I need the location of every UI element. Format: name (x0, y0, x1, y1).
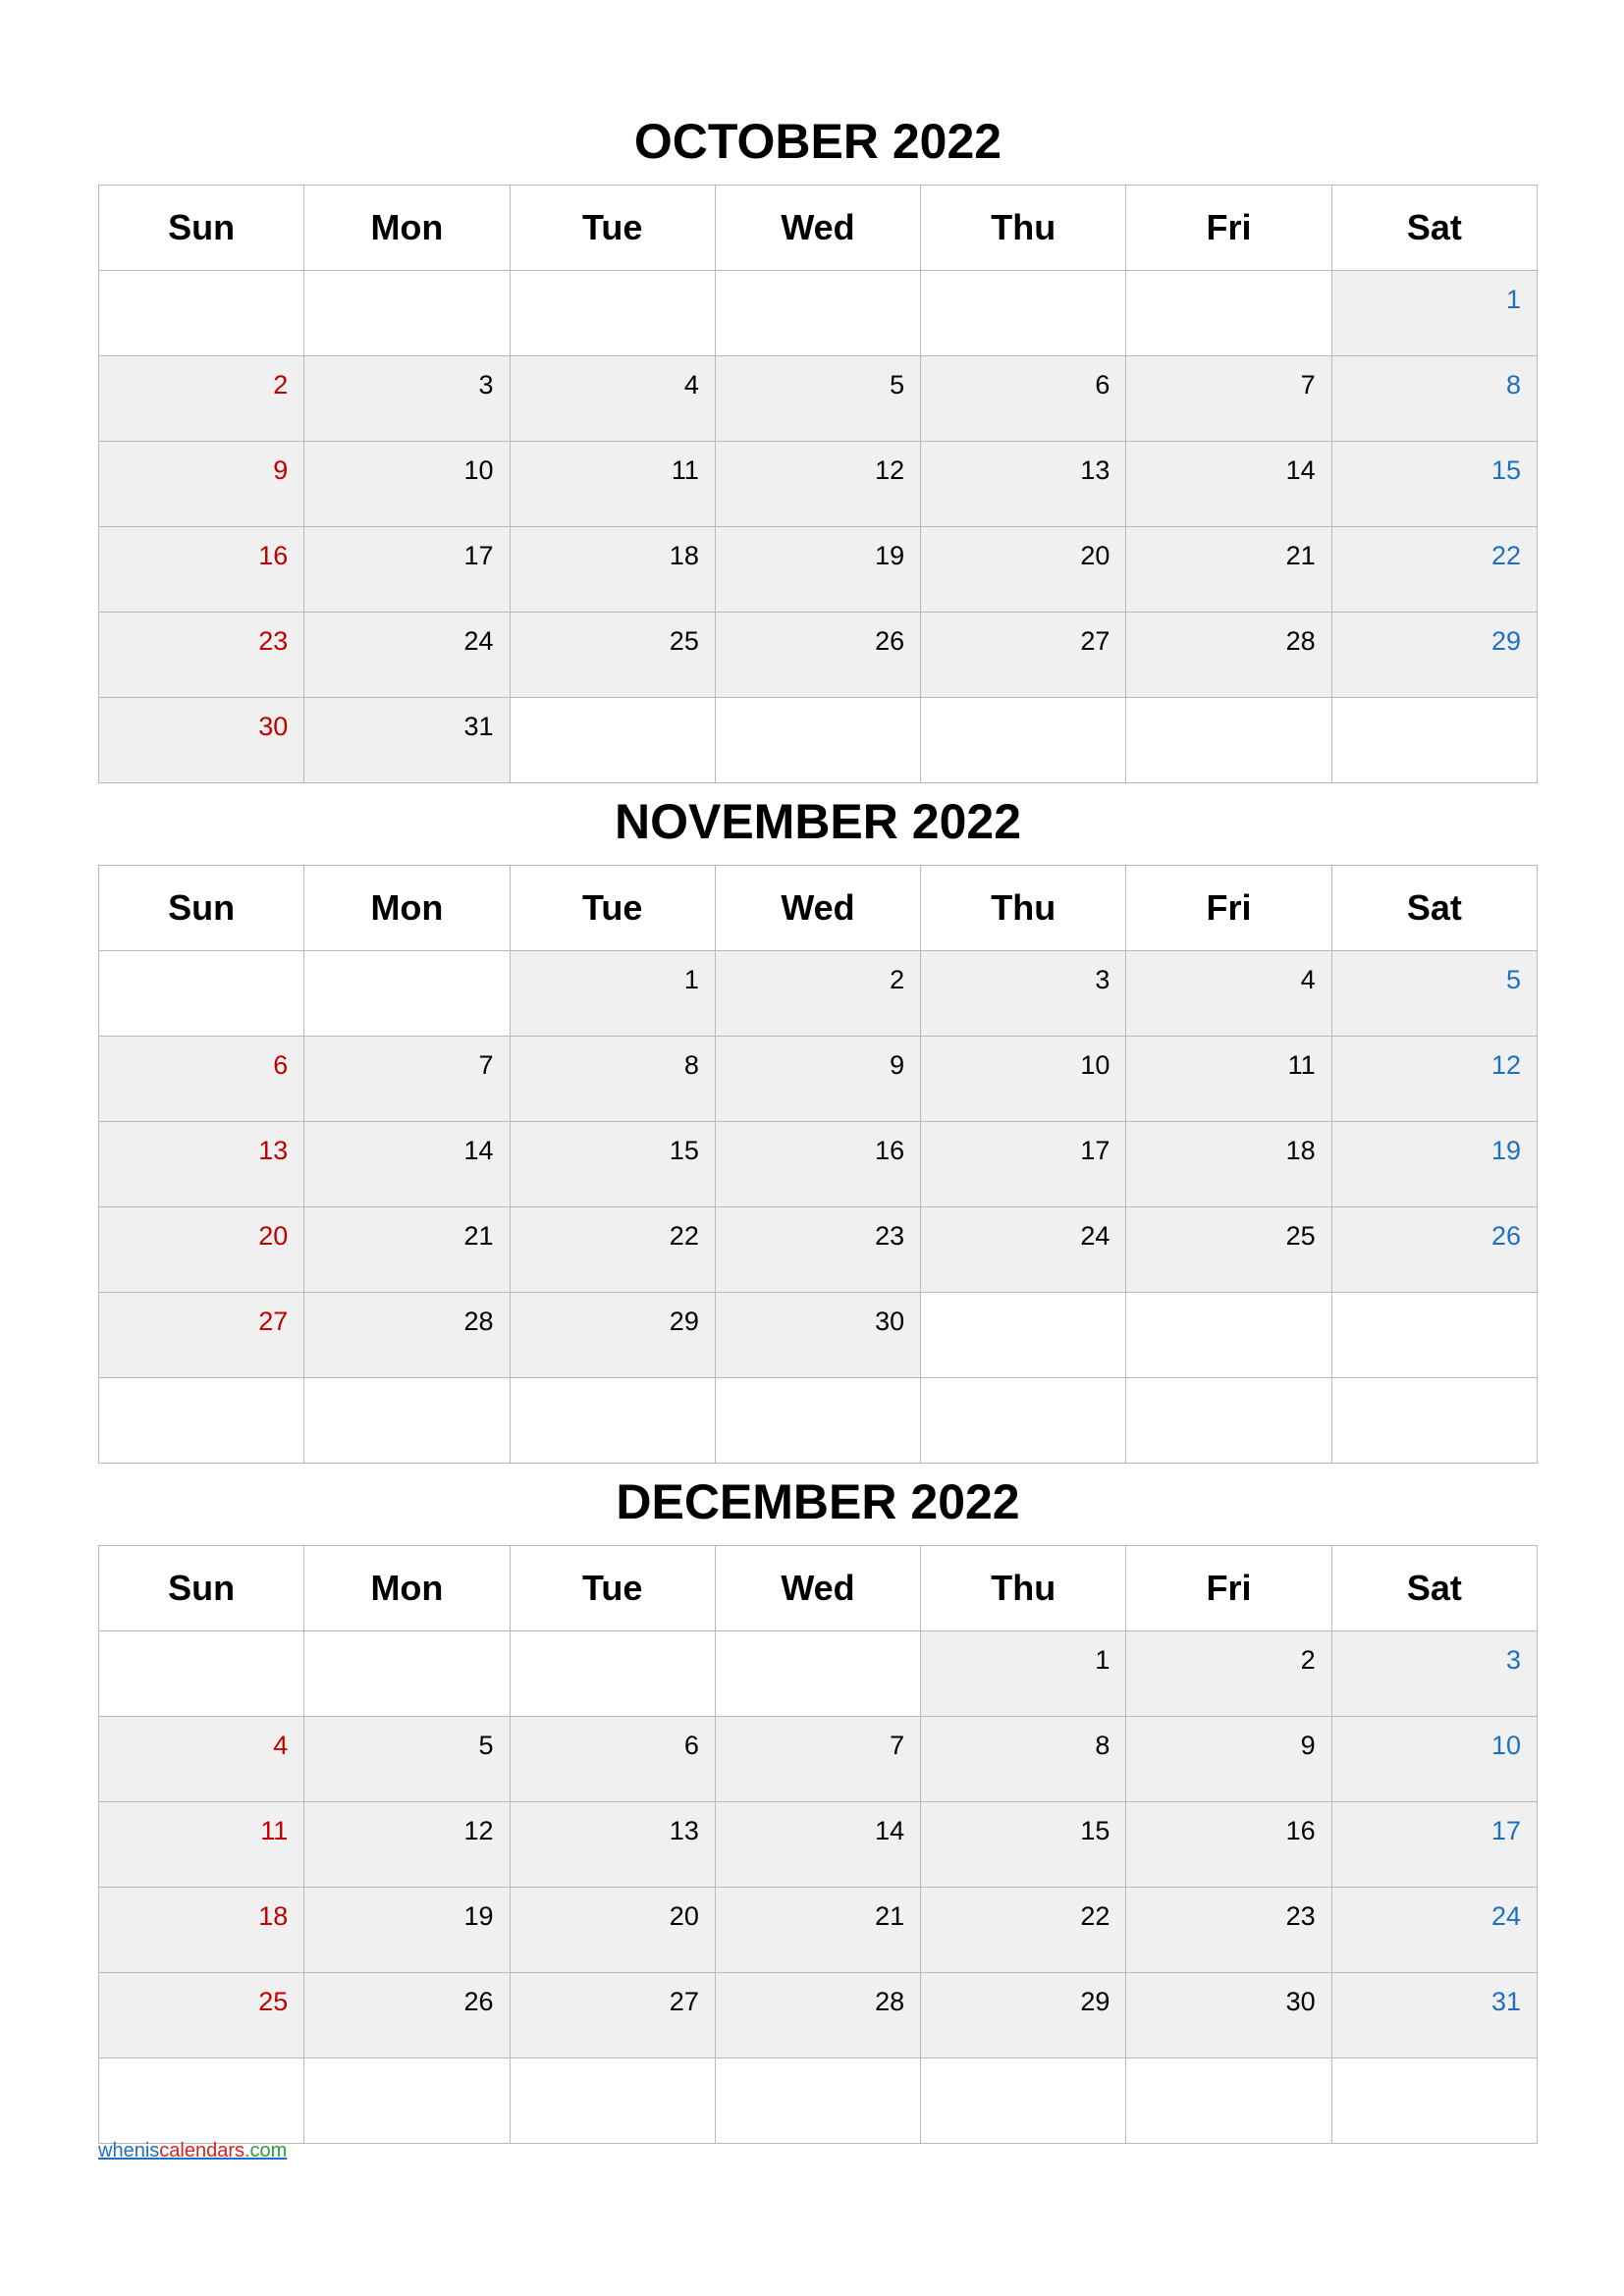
empty-day-cell (1126, 2058, 1331, 2144)
empty-day-cell (510, 2058, 715, 2144)
empty-day-cell (921, 1378, 1126, 1464)
day-cell: 17 (1331, 1802, 1537, 1888)
day-cell: 22 (1331, 527, 1537, 613)
day-cell: 8 (921, 1717, 1126, 1802)
empty-day-cell (304, 271, 510, 356)
empty-day-cell (1126, 1293, 1331, 1378)
week-row (99, 1207, 1538, 1293)
calendar-grid (98, 865, 1538, 1464)
day-cell: 25 (99, 1973, 304, 2058)
day-cell: 24 (304, 613, 510, 698)
week-row (99, 1378, 1538, 1464)
day-cell: 1 (1331, 271, 1537, 356)
day-cell: 28 (715, 1973, 920, 2058)
day-cell: 20 (99, 1207, 304, 1293)
day-cell: 13 (921, 442, 1126, 527)
day-cell: 27 (510, 1973, 715, 2058)
week-row (99, 442, 1538, 527)
day-cell: 10 (921, 1037, 1126, 1122)
empty-day-cell (921, 271, 1126, 356)
day-cell: 19 (304, 1888, 510, 1973)
day-cell: 1 (510, 951, 715, 1037)
weekday-header: Tue (510, 186, 715, 271)
week-row (99, 271, 1538, 356)
weekday-header: Sat (1331, 186, 1537, 271)
day-cell: 24 (1331, 1888, 1537, 1973)
day-cell: 16 (715, 1122, 920, 1207)
month-title: DECEMBER 2022 (616, 1474, 1020, 1529)
weekday-header: Sun (99, 186, 304, 271)
day-cell: 25 (510, 613, 715, 698)
day-cell: 22 (510, 1207, 715, 1293)
week-row (99, 698, 1538, 783)
empty-day-cell (510, 698, 715, 783)
day-cell: 9 (715, 1037, 920, 1122)
day-cell: 25 (1126, 1207, 1331, 1293)
day-cell: 12 (1331, 1037, 1537, 1122)
day-cell: 10 (1331, 1717, 1537, 1802)
empty-day-cell (99, 271, 304, 356)
empty-day-cell (510, 1378, 715, 1464)
weekday-header: Sun (99, 1546, 304, 1631)
day-cell: 16 (99, 527, 304, 613)
day-cell: 27 (99, 1293, 304, 1378)
weekday-header: Sat (1331, 1546, 1537, 1631)
day-cell: 18 (99, 1888, 304, 1973)
month-november (98, 778, 1538, 1464)
day-cell: 16 (1126, 1802, 1331, 1888)
day-cell: 2 (1126, 1631, 1331, 1717)
day-cell: 23 (99, 613, 304, 698)
day-cell: 3 (304, 356, 510, 442)
week-row (99, 1888, 1538, 1973)
empty-day-cell (921, 1293, 1126, 1378)
day-cell: 1 (921, 1631, 1126, 1717)
day-cell: 29 (921, 1973, 1126, 2058)
day-cell: 21 (1126, 527, 1331, 613)
day-cell: 31 (304, 698, 510, 783)
weekday-header-row (99, 1546, 1538, 1631)
empty-day-cell (921, 2058, 1126, 2144)
day-cell: 13 (510, 1802, 715, 1888)
day-cell: 11 (99, 1802, 304, 1888)
day-cell: 6 (99, 1037, 304, 1122)
weekday-header: Fri (1126, 186, 1331, 271)
footer-text-whenis: whenis (98, 2140, 160, 2162)
weekday-header: Wed (715, 186, 920, 271)
day-cell: 9 (1126, 1717, 1331, 1802)
day-cell: 14 (304, 1122, 510, 1207)
week-row (99, 1293, 1538, 1378)
footer-text-calendars: calendars (159, 2140, 244, 2162)
day-cell: 5 (1331, 951, 1537, 1037)
day-cell: 31 (1331, 1973, 1537, 2058)
day-cell: 4 (99, 1717, 304, 1802)
week-row (99, 1631, 1538, 1717)
day-cell: 19 (715, 527, 920, 613)
month-title: OCTOBER 2022 (633, 114, 1002, 169)
week-row (99, 1037, 1538, 1122)
weekday-header-row (99, 866, 1538, 951)
day-cell: 11 (510, 442, 715, 527)
day-cell: 12 (304, 1802, 510, 1888)
day-cell: 6 (921, 356, 1126, 442)
day-cell: 29 (1331, 613, 1537, 698)
empty-day-cell (715, 1631, 920, 1717)
day-cell: 7 (715, 1717, 920, 1802)
empty-day-cell (304, 1378, 510, 1464)
day-cell: 26 (715, 613, 920, 698)
day-cell: 20 (510, 1888, 715, 1973)
day-cell: 17 (921, 1122, 1126, 1207)
empty-day-cell (304, 2058, 510, 2144)
empty-day-cell (715, 1378, 920, 1464)
day-cell: 26 (1331, 1207, 1537, 1293)
day-cell: 6 (510, 1717, 715, 1802)
empty-day-cell (715, 2058, 920, 2144)
weekday-header: Fri (1126, 1546, 1331, 1631)
day-cell: 15 (510, 1122, 715, 1207)
weekday-header: Thu (921, 866, 1126, 951)
empty-day-cell (510, 271, 715, 356)
empty-day-cell (1331, 698, 1537, 783)
day-cell: 23 (715, 1207, 920, 1293)
day-cell: 27 (921, 613, 1126, 698)
week-row (99, 1122, 1538, 1207)
empty-day-cell (510, 1631, 715, 1717)
empty-day-cell (1126, 1378, 1331, 1464)
day-cell: 20 (921, 527, 1126, 613)
empty-day-cell (1126, 698, 1331, 783)
weekday-header: Fri (1126, 866, 1331, 951)
day-cell: 24 (921, 1207, 1126, 1293)
empty-day-cell (1331, 1378, 1537, 1464)
day-cell: 21 (304, 1207, 510, 1293)
day-cell: 2 (715, 951, 920, 1037)
day-cell: 5 (715, 356, 920, 442)
day-cell: 23 (1126, 1888, 1331, 1973)
day-cell: 28 (304, 1293, 510, 1378)
day-cell: 4 (510, 356, 715, 442)
calendar-grid (98, 185, 1538, 783)
day-cell: 8 (510, 1037, 715, 1122)
week-row (99, 2058, 1538, 2144)
week-row (99, 1973, 1538, 2058)
day-cell: 30 (99, 698, 304, 783)
weekday-header: Mon (304, 1546, 510, 1631)
day-cell: 7 (304, 1037, 510, 1122)
week-row (99, 951, 1538, 1037)
day-cell: 22 (921, 1888, 1126, 1973)
week-row (99, 527, 1538, 613)
empty-day-cell (1331, 1293, 1537, 1378)
day-cell: 28 (1126, 613, 1331, 698)
week-row (99, 1717, 1538, 1802)
footer-website-link[interactable] (98, 2140, 287, 2163)
day-cell: 29 (510, 1293, 715, 1378)
day-cell: 14 (1126, 442, 1331, 527)
day-cell: 18 (1126, 1122, 1331, 1207)
weekday-header: Wed (715, 1546, 920, 1631)
weekday-header: Sat (1331, 866, 1537, 951)
empty-day-cell (99, 951, 304, 1037)
day-cell: 9 (99, 442, 304, 527)
day-cell: 13 (99, 1122, 304, 1207)
day-cell: 19 (1331, 1122, 1537, 1207)
day-cell: 21 (715, 1888, 920, 1973)
month-october (98, 98, 1538, 783)
day-cell: 10 (304, 442, 510, 527)
weekday-header: Mon (304, 866, 510, 951)
day-cell: 30 (715, 1293, 920, 1378)
weekday-header: Tue (510, 866, 715, 951)
empty-day-cell (715, 271, 920, 356)
day-cell: 11 (1126, 1037, 1331, 1122)
empty-day-cell (304, 951, 510, 1037)
footer-text-com: .com (244, 2140, 288, 2162)
day-cell: 3 (921, 951, 1126, 1037)
empty-day-cell (715, 698, 920, 783)
day-cell: 5 (304, 1717, 510, 1802)
day-cell: 26 (304, 1973, 510, 2058)
day-cell: 15 (1331, 442, 1537, 527)
empty-day-cell (99, 1378, 304, 1464)
day-cell: 4 (1126, 951, 1331, 1037)
month-december (98, 1459, 1538, 2144)
day-cell: 2 (99, 356, 304, 442)
day-cell: 15 (921, 1802, 1126, 1888)
weekday-header: Wed (715, 866, 920, 951)
day-cell: 7 (1126, 356, 1331, 442)
weekday-header: Thu (921, 1546, 1126, 1631)
weekday-header: Mon (304, 186, 510, 271)
empty-day-cell (304, 1631, 510, 1717)
day-cell: 14 (715, 1802, 920, 1888)
day-cell: 3 (1331, 1631, 1537, 1717)
weekday-header: Thu (921, 186, 1126, 271)
week-row (99, 356, 1538, 442)
week-row (99, 613, 1538, 698)
weekday-header: Tue (510, 1546, 715, 1631)
day-cell: 18 (510, 527, 715, 613)
calendar-grid (98, 1545, 1538, 2144)
week-row (99, 1802, 1538, 1888)
day-cell: 30 (1126, 1973, 1331, 2058)
empty-day-cell (1126, 271, 1331, 356)
empty-day-cell (1331, 2058, 1537, 2144)
empty-day-cell (99, 2058, 304, 2144)
empty-day-cell (99, 1631, 304, 1717)
day-cell: 8 (1331, 356, 1537, 442)
day-cell: 17 (304, 527, 510, 613)
month-title: NOVEMBER 2022 (614, 794, 1022, 849)
day-cell: 12 (715, 442, 920, 527)
weekday-header-row (99, 186, 1538, 271)
weekday-header: Sun (99, 866, 304, 951)
empty-day-cell (921, 698, 1126, 783)
